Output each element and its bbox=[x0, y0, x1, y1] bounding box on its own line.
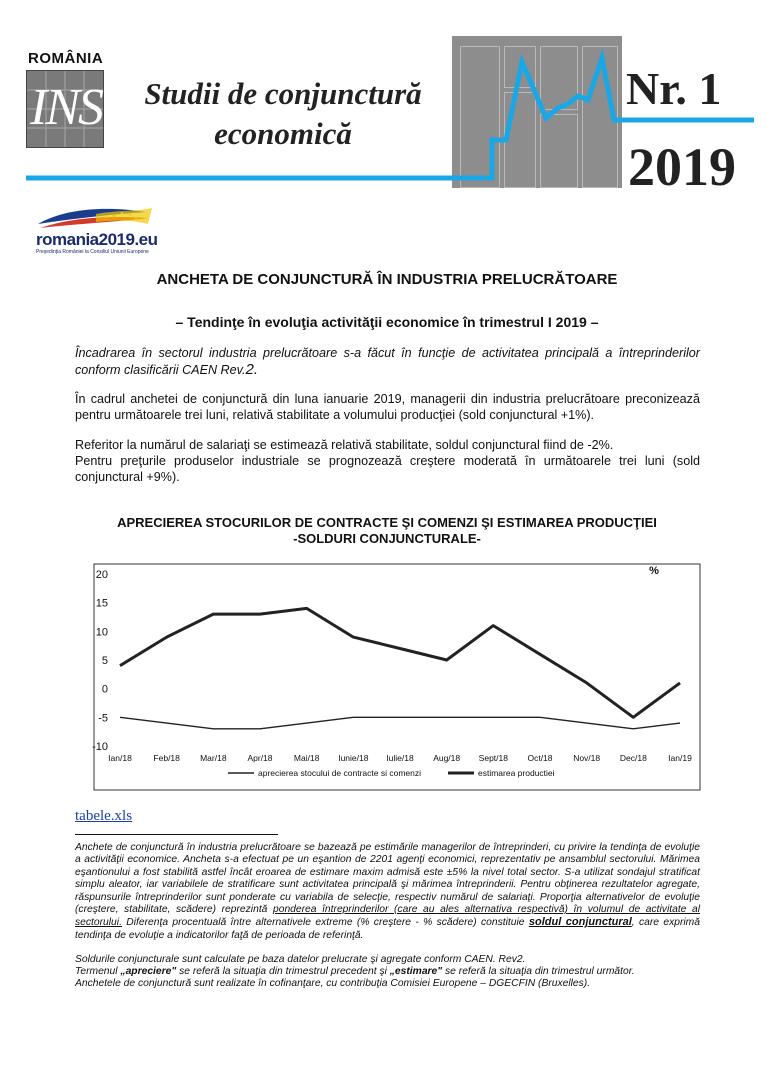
footnote-divider bbox=[75, 834, 278, 835]
publication-title: Studii de conjunctură economică bbox=[144, 76, 422, 151]
footnote-cofinancing: Anchetele de conjunctură sunt realizate în cofinanţare, cu contribuţia Comisiei Europene – DGECFIN (Bruxelles). bbox=[75, 978, 591, 989]
footnote-term-estimare: „estimare" bbox=[389, 966, 443, 977]
x-tick-label: Sept/18 bbox=[478, 753, 508, 763]
footnote-text: Anchete de conjunctură în industria prelucrătoare se bazează pe estimările managerilor de întreprinderi, cu privire la tendinţa de evoluţie a activităţii economice. Ancheta s-a efectuat pe un eşantion de 2201 agenţi economici, reprezentativ pe ansamblul sectorului. Mărimea eşantionului a fost stabilită astfel încât eroarea de estimare maxim admisă este ±5% la nivel total sector. S-a utilizat sondajul stratificat simplu aleator, iar variabilele de stratificare sunt activitatea principală şi mărimea întreprinderii. Pentru obţinerea rezultatelor agregate, răspunsurile întreprinderilor sunt ponderate cu variabila de selecţie, respectiv numărul de salariaţi. Proporţia alternativelor de evoluţie (creştere, stabilitate, scădere) reprezintă bbox=[75, 842, 700, 916]
y-tick-label: 20 bbox=[95, 569, 108, 581]
presidency-logo-subtext: Preşedinţia României la Consiliul Uniunii Europene bbox=[36, 249, 149, 255]
series-line-1 bbox=[120, 717, 680, 729]
chart-title: APRECIEREA STOCURILOR DE CONTRACTE ŞI COMENZI ŞI ESTIMAREA PRODUCŢIEI bbox=[117, 515, 657, 530]
y-tick-label: -5 bbox=[98, 712, 108, 725]
footnote-methodology bbox=[75, 842, 700, 942]
footnote-text: se referă la situaţia din trimestrul precedent şi bbox=[179, 966, 387, 977]
x-tick-label: Dec/18 bbox=[619, 753, 647, 763]
y-tick-label: -10 bbox=[92, 741, 108, 753]
intro-text: Încadrarea în sectorul industria prelucrătoare s-a făcut în funcţie de activitatea principală a întreprinderilor conform clasificării CAEN Rev. bbox=[75, 346, 700, 377]
x-tick-label: Mar/18 bbox=[200, 753, 227, 763]
x-tick-label: Apr/18 bbox=[247, 753, 273, 763]
x-tick-label: Ian/18 bbox=[108, 753, 132, 763]
issue-number: Nr. 1 bbox=[626, 63, 722, 114]
page-subtitle: – Tendinţe în evoluţia activităţii economice în trimestrul I 2019 – bbox=[175, 314, 599, 330]
paragraph-employees: Referitor la numărul de salariaţi se estimează relativă stabilitate, soldul conjunctural fiind de -2%. bbox=[75, 438, 614, 452]
x-tick-label: Iunie/18 bbox=[338, 753, 369, 763]
footnote-text: se referă la situaţia din trimestrul următor. bbox=[445, 966, 635, 977]
chart-subtitle: -SOLDURI CONJUNCTURALE- bbox=[293, 531, 481, 546]
x-tick-label: Mai/18 bbox=[293, 753, 320, 763]
paragraph-prices: Pentru preţurile produselor industriale se prognozează creştere moderată în următoarele trei luni (sold conjunctural +9%). bbox=[75, 454, 700, 484]
x-tick-label: Nov/18 bbox=[573, 753, 601, 763]
eu-presidency-logo-graphic bbox=[36, 204, 156, 232]
page-title: ANCHETA DE CONJUNCTURĂ ÎN INDUSTRIA PRELUCRĂTOARE bbox=[156, 271, 618, 288]
intro-paragraph bbox=[75, 346, 700, 378]
y-tick-label: 10 bbox=[95, 626, 108, 639]
footnote-terms bbox=[75, 966, 700, 978]
ins-logo-text: INS bbox=[30, 79, 102, 136]
legend-label-1: aprecierea stocului de contracte si comenzi bbox=[258, 768, 421, 778]
tables-file-link[interactable]: tabele.xls bbox=[75, 808, 133, 824]
series-line-2 bbox=[120, 608, 680, 717]
footnote-text: Diferenţa procentuală între alternativele extreme (% creştere - % scădere) constituie bbox=[126, 917, 525, 929]
issue-year: 2019 bbox=[628, 137, 736, 197]
footnote-text: , care exprimă tendinţa de evoluţie a indicatorilor faţă de perioada de referinţă. bbox=[75, 917, 700, 941]
y-tick-label: 15 bbox=[95, 597, 108, 610]
y-unit-label: % bbox=[649, 565, 659, 577]
country-label: ROMÂNIA bbox=[28, 50, 104, 67]
x-tick-label: Iulie/18 bbox=[386, 753, 414, 763]
footnote-underlined: ponderea întreprinderilor (care au ales alternativa respectivă) în volumul de activitate al sectorului. bbox=[75, 904, 700, 929]
footnote-term-sold: soldul conjunctural bbox=[528, 916, 632, 929]
line-chart bbox=[0, 560, 774, 800]
footnote-caen: Soldurile conjuncturale sunt calculate pe baza datelor prelucrate şi agregate conform CAEN. Rev2. bbox=[75, 954, 526, 965]
x-tick-label: Ian/19 bbox=[668, 753, 692, 763]
y-tick-label: 0 bbox=[101, 683, 108, 696]
intro-rev: 2. bbox=[245, 360, 259, 378]
footnote-text: Termenul bbox=[75, 966, 118, 977]
y-tick-label: 5 bbox=[101, 655, 108, 667]
legend-label-2: estimarea productiei bbox=[478, 768, 555, 778]
x-tick-label: Aug/18 bbox=[433, 753, 461, 763]
presidency-logo-text: romania2019.eu bbox=[36, 230, 158, 249]
x-tick-label: Feb/18 bbox=[153, 753, 180, 763]
paragraph-production: În cadrul anchetei de conjunctură din luna ianuarie 2019, managerii din industria prelucrătoare preconizează pentru următoarele trei luni, relativă stabilitate a volumului producţiei (sold conjunctural +1%). bbox=[75, 392, 700, 422]
footnote-term-apreciere: „apreciere" bbox=[120, 966, 177, 977]
x-tick-label: Oct/18 bbox=[527, 753, 553, 763]
